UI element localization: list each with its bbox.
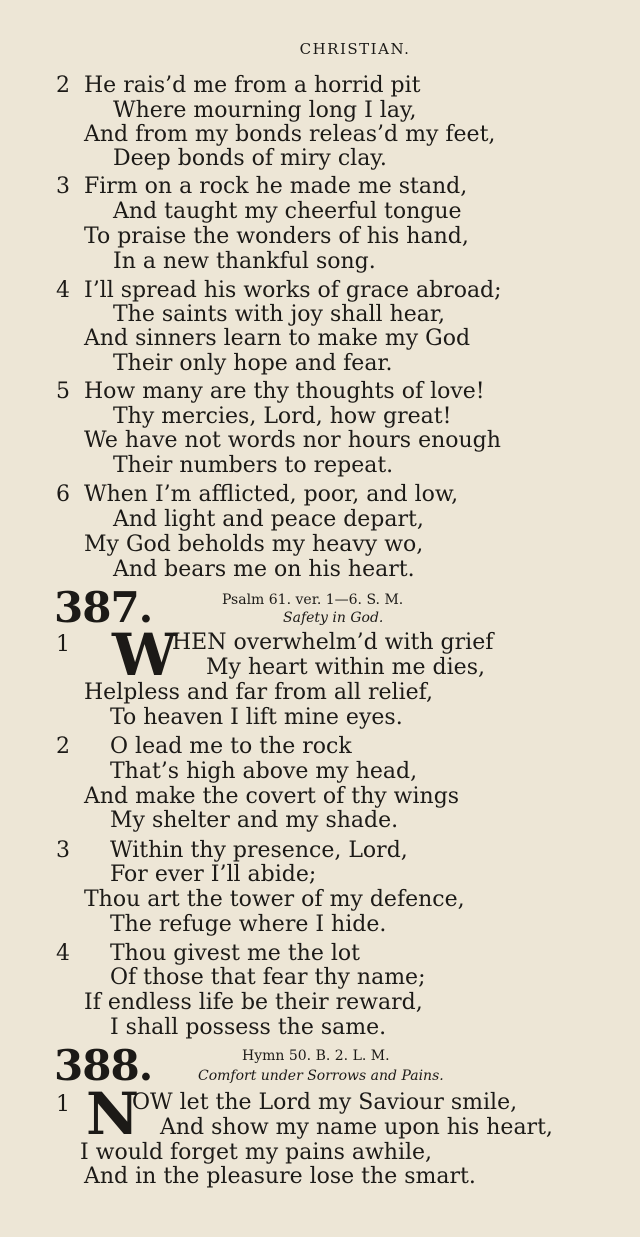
- verse-line: To praise the wonders of his hand,: [84, 224, 469, 249]
- verse-line: And make the covert of thy wings: [84, 784, 460, 809]
- verse-line: HEN overwhelm’d with grief: [172, 630, 494, 655]
- hymn-subtitle: Comfort under Sorrows and Pains.: [198, 1068, 444, 1084]
- verse-line: I would forget my pains awhile,: [80, 1140, 433, 1165]
- verse-line: When I’m afflicted, poor, and low,: [84, 482, 459, 507]
- verse-line: Thou givest me the lot: [110, 941, 360, 966]
- verse-line: O lead me to the rock: [110, 734, 352, 759]
- verse-line: And from my bonds releas’d my feet,: [84, 122, 496, 147]
- verse-line: I shall possess the same.: [110, 1015, 387, 1040]
- verse-line: He rais’d me from a horrid pit: [84, 73, 421, 98]
- hymn-source: Psalm 61. ver. 1—6. S. M.: [222, 592, 404, 608]
- verse-line: And bears me on his heart.: [113, 557, 415, 582]
- verse-line: And sinners learn to make my God: [84, 326, 471, 351]
- verse-line: Their only hope and fear.: [113, 351, 393, 376]
- verse-line: My heart within me dies,: [206, 655, 485, 680]
- stanza-number: 3: [56, 838, 70, 863]
- stanza-number: 2: [56, 734, 70, 759]
- verse-line: How many are thy thoughts of love!: [84, 379, 485, 404]
- verse-line: And light and peace depart,: [113, 507, 424, 532]
- stanza-number: 4: [56, 941, 70, 966]
- verse-line: Thou art the tower of my defence,: [84, 887, 465, 912]
- stanza-number: 2: [56, 73, 70, 98]
- verse-line: That’s high above my head,: [110, 759, 418, 784]
- hymn-subtitle: Safety in God.: [283, 610, 384, 626]
- running-head: CHRISTIAN.: [299, 40, 411, 58]
- verse-line: And show my name upon his heart,: [160, 1115, 553, 1140]
- verse-line: If endless life be their reward,: [84, 990, 423, 1015]
- verse-line: For ever I’ll abide;: [110, 862, 317, 887]
- stanza-number: 1: [56, 632, 70, 657]
- verse-line: I’ll spread his works of grace abroad;: [84, 278, 502, 303]
- hymn-number: 387.: [54, 583, 153, 632]
- hymn-source: Hymn 50. B. 2. L. M.: [242, 1048, 390, 1064]
- verse-line: My God beholds my heavy wo,: [84, 532, 424, 557]
- verse-line: Where mourning long I lay,: [113, 98, 417, 123]
- hymn-number: 388.: [54, 1041, 153, 1090]
- verse-line: The saints with joy shall hear,: [113, 302, 445, 327]
- verse-line: Within thy presence, Lord,: [110, 838, 408, 863]
- verse-line: My shelter and my shade.: [110, 808, 399, 833]
- verse-line: Thy mercies, Lord, how great!: [113, 404, 452, 429]
- stanza-number: 5: [56, 379, 70, 404]
- verse-line: Firm on a rock he made me stand,: [84, 174, 468, 199]
- verse-line: In a new thankful song.: [113, 249, 376, 274]
- verse-line: OW let the Lord my Saviour smile,: [132, 1090, 518, 1115]
- stanza-number: 3: [56, 174, 70, 199]
- drop-cap: N: [86, 1080, 140, 1148]
- verse-line: To heaven I lift mine eyes.: [110, 705, 403, 730]
- verse-line: Deep bonds of miry clay.: [113, 146, 387, 171]
- verse-line: Their numbers to repeat.: [113, 453, 394, 478]
- verse-line: The refuge where I hide.: [110, 912, 387, 937]
- stanza-number: 4: [56, 278, 70, 303]
- stanza-number: 6: [56, 482, 70, 507]
- verse-line: We have not words nor hours enough: [84, 428, 501, 453]
- verse-line: Helpless and far from all relief,: [84, 680, 434, 705]
- verse-line: And in the pleasure lose the smart.: [84, 1164, 476, 1189]
- drop-cap: W: [112, 621, 178, 689]
- stanza-number: 1: [56, 1092, 70, 1117]
- verse-line: Of those that fear thy name;: [110, 965, 426, 990]
- verse-line: And taught my cheerful tongue: [113, 199, 462, 224]
